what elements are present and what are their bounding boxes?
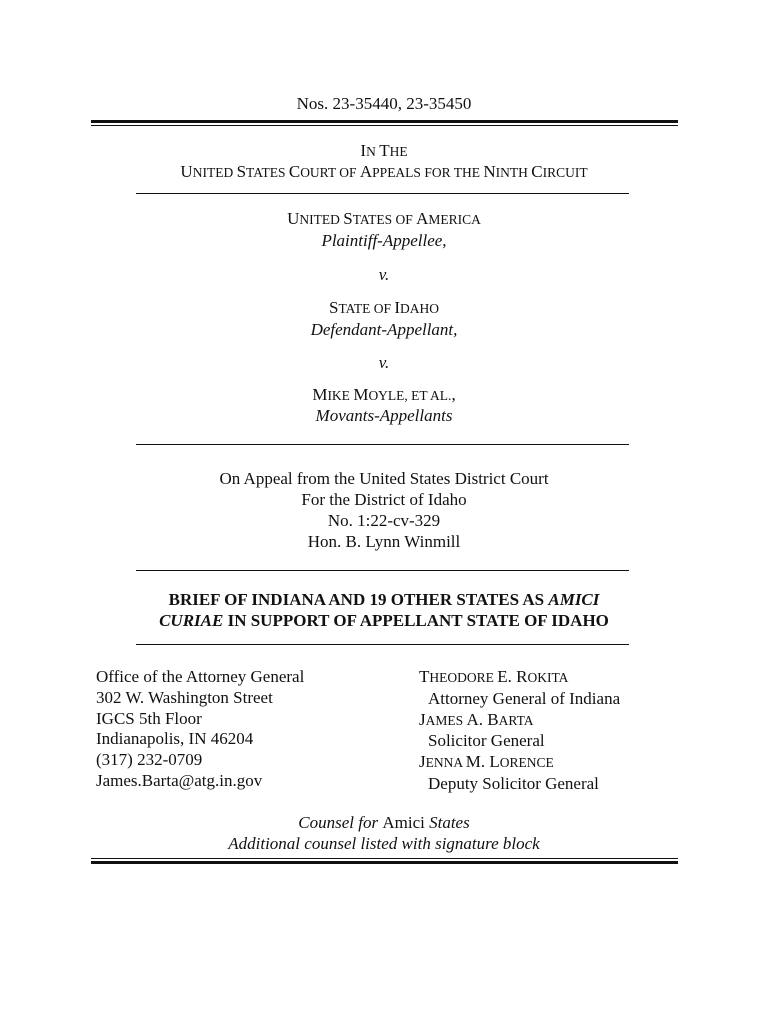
party-1-name xyxy=(0,208,768,231)
rule-after-title xyxy=(136,644,629,645)
double-rule-bottom-thin xyxy=(91,858,678,859)
party-2-role: Defendant-Appellant, xyxy=(310,320,458,339)
small-caps-rest: OYLE, ET AL. xyxy=(368,388,452,403)
small-caps-capital: S xyxy=(328,298,339,317)
small-caps-capital: , xyxy=(451,385,456,404)
small-caps-rest: DAHO xyxy=(400,301,440,316)
counsel-for-line: Counsel for Amici States xyxy=(298,813,470,832)
small-caps-capital: E. R xyxy=(497,667,528,686)
appeal-line-2: For the District of Idaho xyxy=(301,490,467,509)
small-caps-capital: C xyxy=(531,162,543,181)
rule-after-court xyxy=(136,193,629,194)
office-name: Office of the Attorney General xyxy=(96,667,305,686)
small-caps-rest: IRCUIT xyxy=(542,165,588,180)
appeal-line-3: No. 1:22-cv-329 xyxy=(327,511,441,530)
counsel-1-name xyxy=(419,667,620,689)
small-caps-capital: T xyxy=(419,667,430,686)
small-caps-capital: A xyxy=(416,209,429,228)
small-caps-rest: IKE xyxy=(327,388,354,403)
counsel-block xyxy=(419,667,620,795)
small-caps-capital: U xyxy=(180,162,193,181)
small-caps-capital: M xyxy=(312,385,328,404)
small-caps-capital: M. L xyxy=(465,752,500,772)
small-caps-rest: TATES xyxy=(246,165,289,180)
counsel-3-title: Deputy Solicitor General xyxy=(428,773,599,793)
small-caps-rest: OKITA xyxy=(527,670,569,685)
counsel-2-title: Solicitor General xyxy=(428,731,545,751)
party-3-name xyxy=(0,384,768,407)
office-city: Indianapolis, IN 46204 xyxy=(96,729,254,749)
small-caps-rest: TATES OF xyxy=(352,212,417,227)
double-rule-top-thin xyxy=(91,125,678,126)
office-email: James.Barta@atg.in.gov xyxy=(96,770,263,790)
party-2-name xyxy=(0,297,768,320)
double-rule-top-thick xyxy=(91,120,678,123)
counsel-2-name xyxy=(419,710,620,732)
counsel-3-name xyxy=(419,752,620,774)
case-numbers: Nos. 23-35440, 23-35450 xyxy=(296,94,472,113)
office-street: 302 W. Washington Street xyxy=(96,687,273,707)
office-floor: IGCS 5th Floor xyxy=(96,708,202,728)
appeal-line-1: On Appeal from the United States District Court xyxy=(219,469,549,488)
small-caps-rest: ARTA xyxy=(498,712,534,728)
party-1-role: Plaintiff-Appellee, xyxy=(321,231,447,250)
small-caps-capital: S xyxy=(343,209,353,228)
additional-counsel-note: Additional counsel listed with signature block xyxy=(228,834,540,853)
small-caps-capital: M xyxy=(353,385,369,404)
small-caps-capital: J xyxy=(419,709,426,729)
small-caps-rest: ENNA xyxy=(425,755,466,771)
office-address-block xyxy=(96,667,304,792)
versus-1: v. xyxy=(378,265,390,284)
small-caps-capital: U xyxy=(287,209,300,228)
small-caps-rest: TATE OF xyxy=(338,301,395,316)
small-caps-rest: NITED xyxy=(192,165,237,180)
small-caps-rest: ORENCE xyxy=(499,755,554,771)
office-phone: (317) 232-0709 xyxy=(96,750,203,770)
small-caps-capital: C xyxy=(288,162,301,181)
small-caps-rest: AMES xyxy=(425,712,467,728)
small-caps-capital: I xyxy=(394,298,401,317)
counsel-1-title: Attorney General of Indiana xyxy=(428,688,621,708)
small-caps-capital: A xyxy=(359,162,373,181)
small-caps-rest: HEODORE xyxy=(429,670,498,685)
appeal-line-4: Hon. B. Lynn Winmill xyxy=(307,532,461,551)
brief-title-line-2: CURIAE IN SUPPORT OF APPELLANT STATE OF IDAHO xyxy=(159,611,609,630)
small-caps-rest: NITED xyxy=(299,212,344,227)
small-caps-capital: S xyxy=(236,162,247,181)
double-rule-bottom-thick xyxy=(91,861,678,864)
versus-2: v. xyxy=(378,353,390,372)
brief-title-line-1: BRIEF OF INDIANA AND 19 OTHER STATES AS AMICI xyxy=(168,590,600,609)
rule-after-parties xyxy=(136,444,629,445)
in-the-heading: IN THE xyxy=(360,141,408,160)
party-3-role: Movants-Appellants xyxy=(315,406,453,425)
small-caps-capital: J xyxy=(419,752,426,772)
small-caps-capital: A. B xyxy=(466,709,499,729)
small-caps-rest: MERICA xyxy=(428,212,481,227)
small-caps-rest: OURT OF xyxy=(300,165,360,180)
rule-before-title xyxy=(136,570,629,571)
small-caps-rest: PPEALS FOR THE xyxy=(372,165,484,180)
small-caps-rest: INTH xyxy=(495,165,532,180)
small-caps-capital: N xyxy=(483,162,496,181)
court-name xyxy=(0,161,768,184)
